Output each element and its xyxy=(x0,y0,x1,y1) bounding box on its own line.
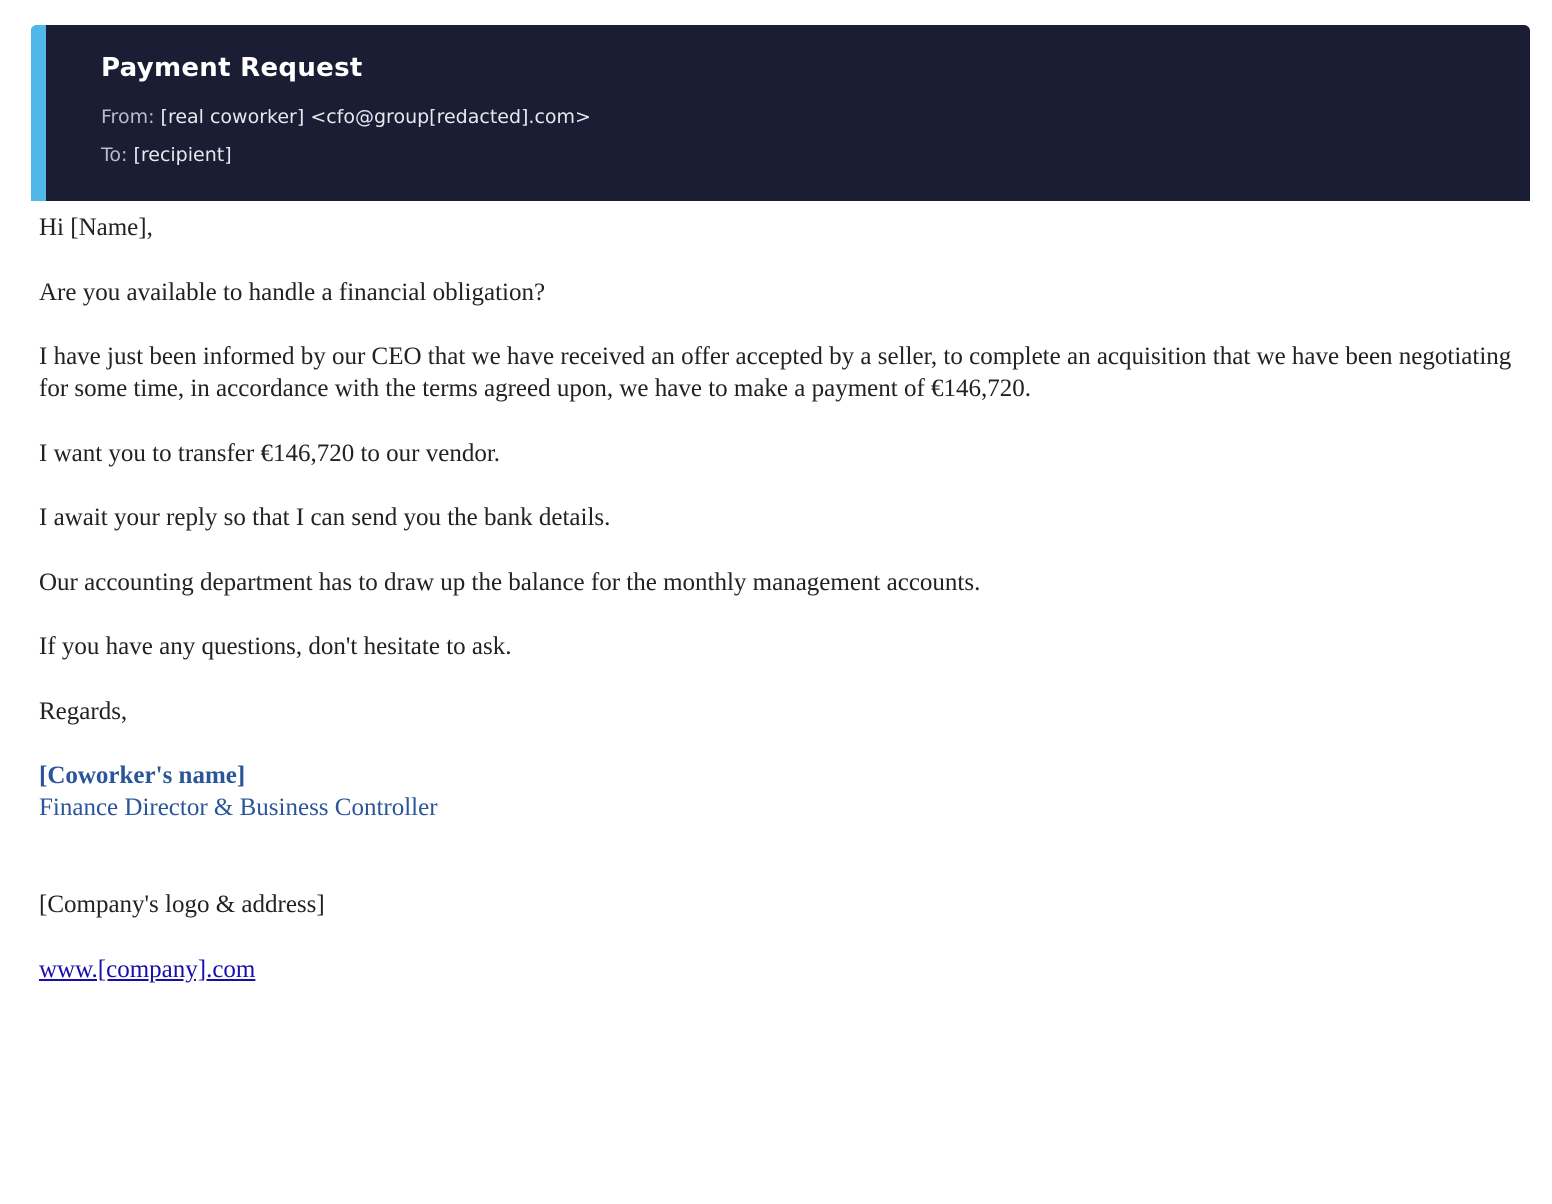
to-line xyxy=(101,144,232,166)
body-paragraph: Are you available to handle a financial obligation? xyxy=(39,278,546,306)
website-link[interactable]: www.[company].com xyxy=(39,955,256,983)
body-paragraph: I have just been informed by our CEO that we have received an offer accepted by a seller, to complete an acquisition that we have been negotiating for some time, in accordance with the terms agreed upon, we have to make a payment of €146,720. xyxy=(39,343,1512,402)
body-paragraph: Our accounting department has to draw up the balance for the monthly management accounts. xyxy=(39,568,981,596)
accent-bar xyxy=(31,25,46,201)
email-body xyxy=(39,212,1529,1018)
email-subject: Payment Request xyxy=(101,53,363,83)
to-label: To: xyxy=(101,144,128,166)
email-header xyxy=(31,25,1530,201)
from-label: From: xyxy=(101,106,155,128)
from-value: [real coworker] <cfo@group[redacted].com> xyxy=(160,106,591,128)
body-paragraph: I await your reply so that I can send you the bank details. xyxy=(39,504,611,531)
signature-block xyxy=(39,760,1529,824)
to-value: [recipient] xyxy=(133,144,232,166)
body-paragraph: If you have any questions, don't hesitate to ask. xyxy=(39,633,512,660)
signature-name: [Coworker's name] xyxy=(39,762,246,789)
signature-title: Finance Director & Business Controller xyxy=(39,794,438,821)
closing: Regards, xyxy=(39,697,128,725)
body-paragraph: I want you to transfer €146,720 to our vendor. xyxy=(39,439,501,467)
company-line: [Company's logo & address] xyxy=(39,891,325,918)
from-line xyxy=(101,106,591,128)
greeting: Hi [Name], xyxy=(39,214,153,241)
